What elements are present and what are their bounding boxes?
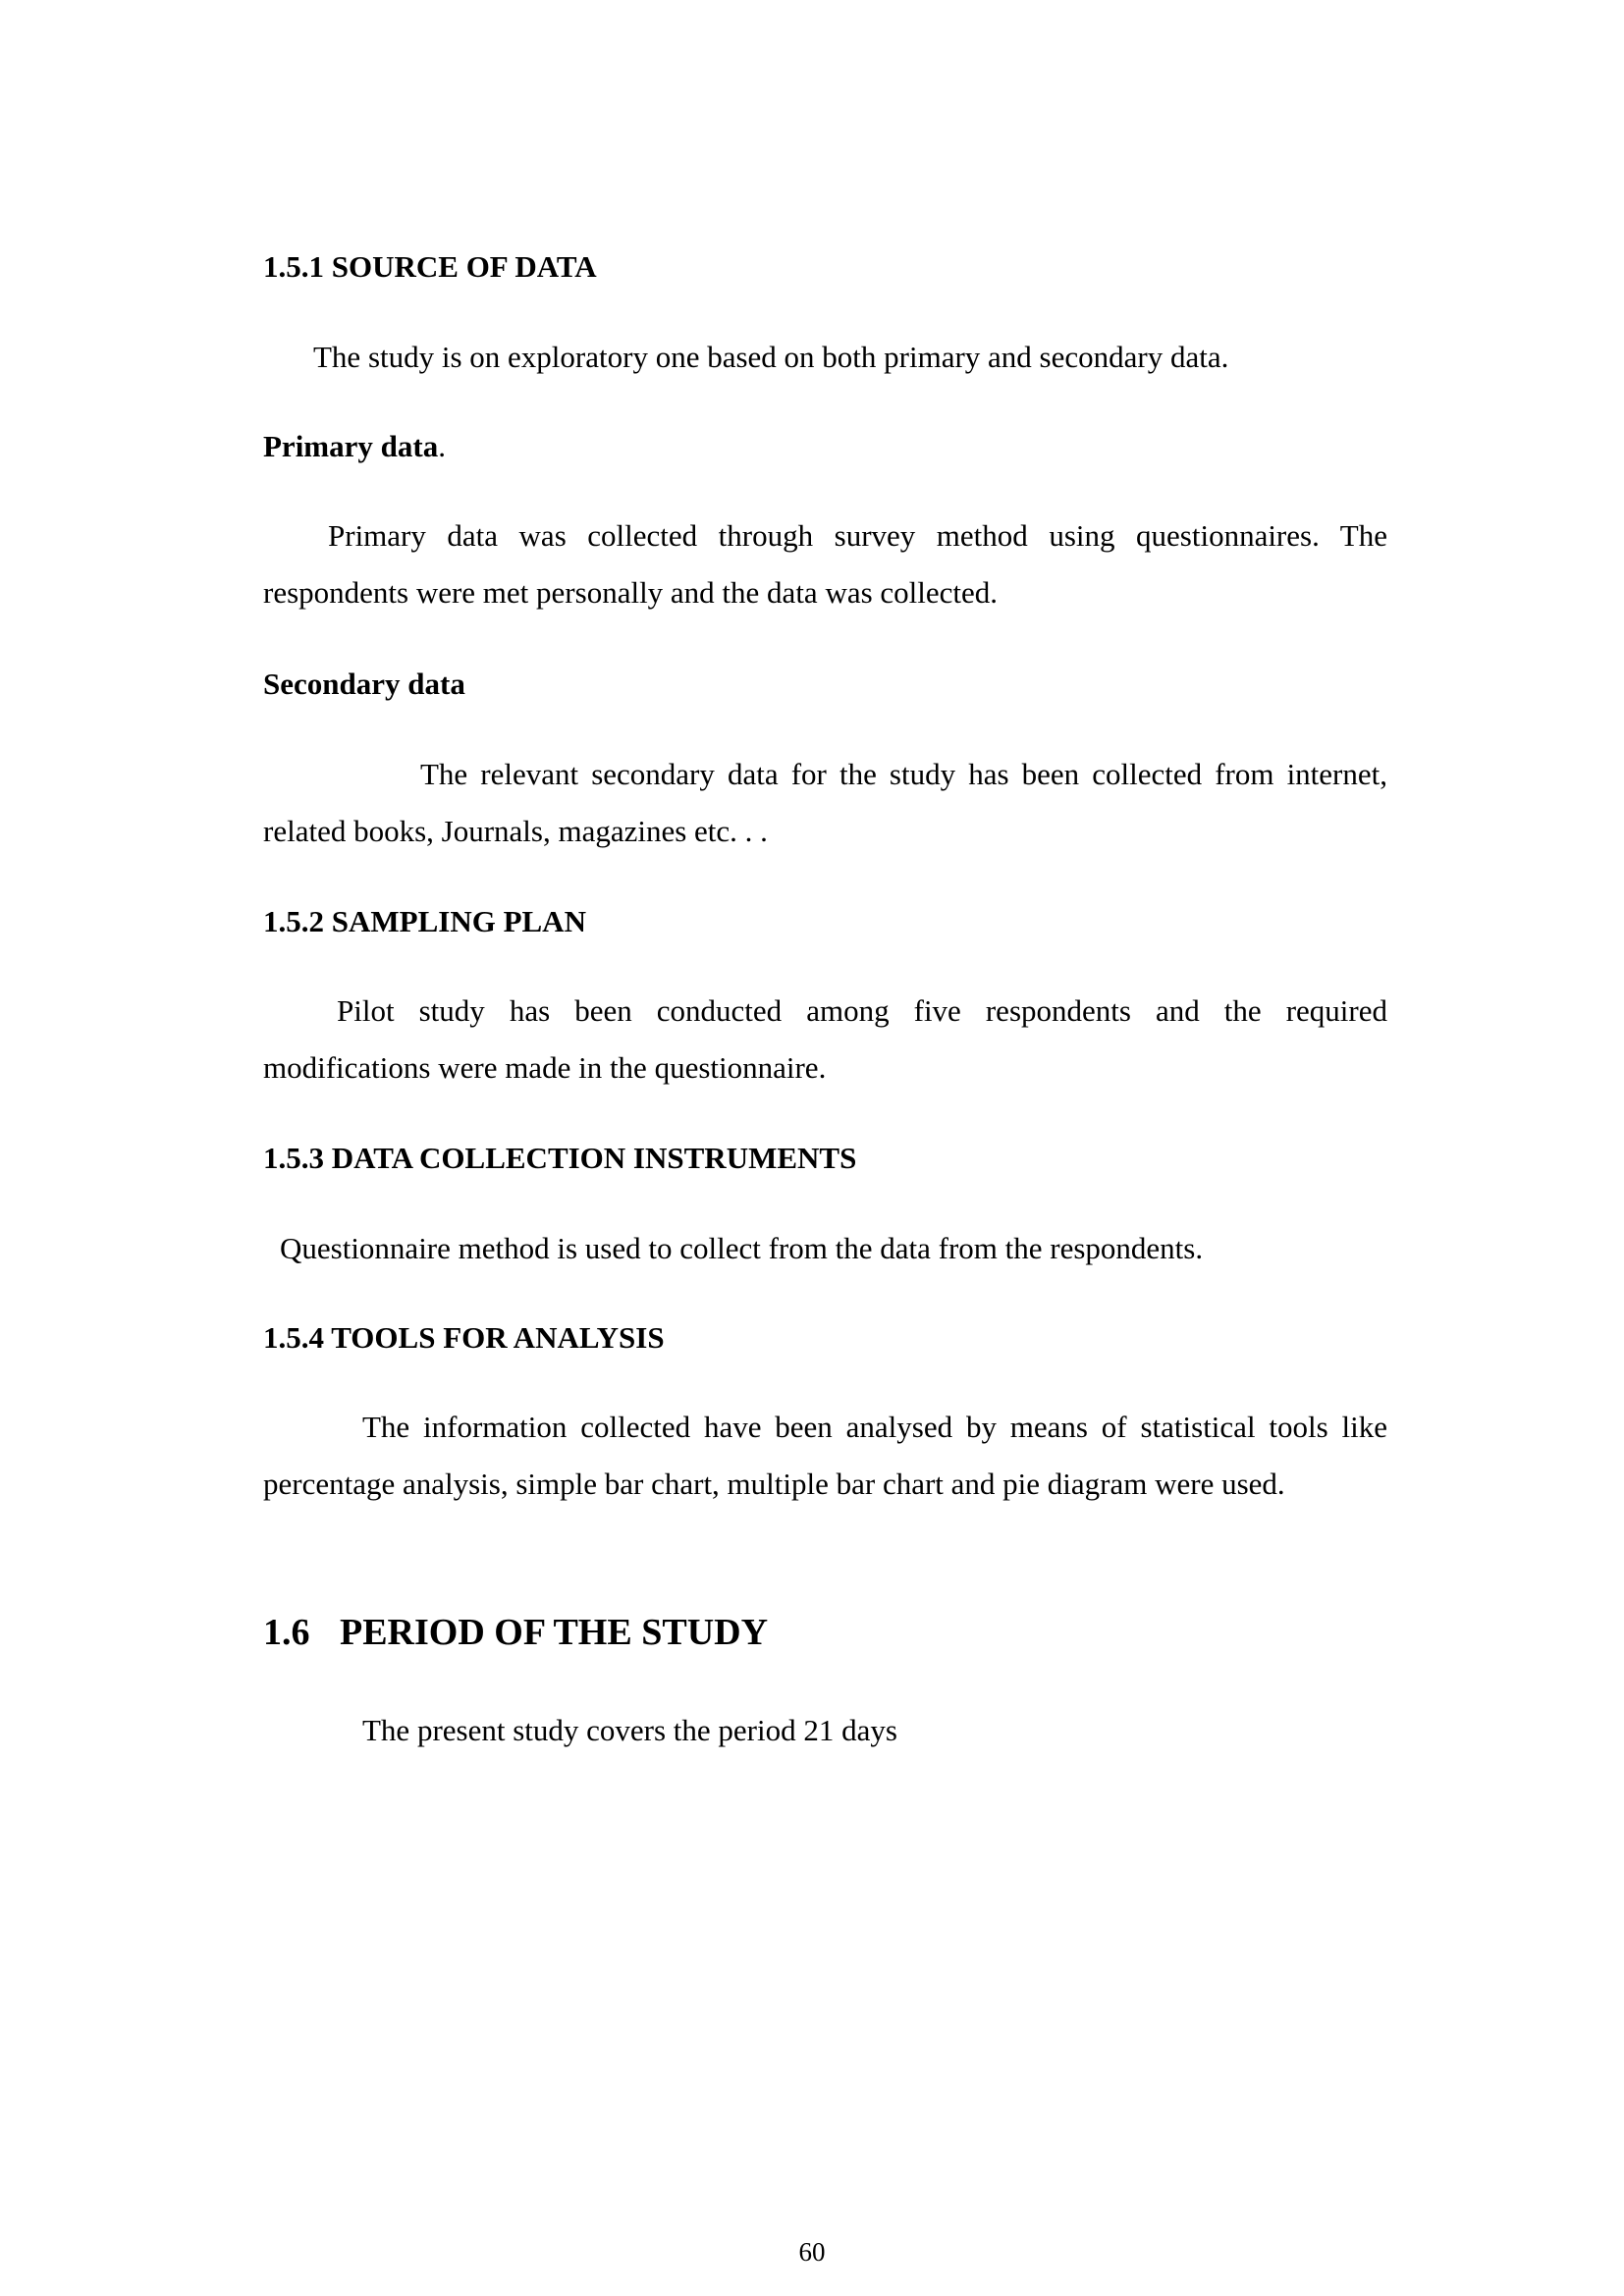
heading-data-collection-instruments: 1.5.3 DATA COLLECTION INSTRUMENTS — [263, 1141, 857, 1175]
page-number: 60 — [798, 2237, 826, 2267]
source-of-data-intro: The study is on exploratory one based on both primary and secondary data. — [313, 340, 1229, 374]
heading-tools-for-analysis: 1.5.4 TOOLS FOR ANALYSIS — [263, 1320, 665, 1355]
tools-for-analysis-text: The information collected have been analysed by means of statistical tools like percentage analysis, simple bar chart, multiple bar chart and pie diagram were used. — [263, 1410, 1387, 1501]
primary-data-suffix: . — [438, 429, 446, 463]
period-of-study-number: 1.6 — [263, 1612, 310, 1653]
data-collection-text: Questionnaire method is used to collect from the data from the respondents. — [280, 1231, 1204, 1265]
period-of-study-text: The present study covers the period 21 days — [362, 1713, 897, 1747]
secondary-data-text: The relevant secondary data for the study has been collected from internet, related books, Journals, magazines etc. . . — [263, 757, 1387, 848]
primary-data-label: Primary data — [263, 429, 439, 463]
heading-source-of-data: 1.5.1 SOURCE OF DATA — [263, 249, 597, 284]
period-of-study-title: PERIOD OF THE STUDY — [340, 1612, 769, 1653]
heading-secondary-data: Secondary data — [263, 667, 465, 701]
heading-period-of-study — [263, 1610, 768, 1655]
primary-data-text: Primary data was collected through survey method using questionnaires. The respondents were met personally and the data was collected. — [263, 518, 1387, 610]
heading-primary-data — [263, 428, 446, 465]
sampling-plan-text: Pilot study has been conducted among five respondents and the required modifications were made in the questionnaire. — [263, 993, 1387, 1085]
heading-sampling-plan: 1.5.2 SAMPLING PLAN — [263, 904, 586, 938]
